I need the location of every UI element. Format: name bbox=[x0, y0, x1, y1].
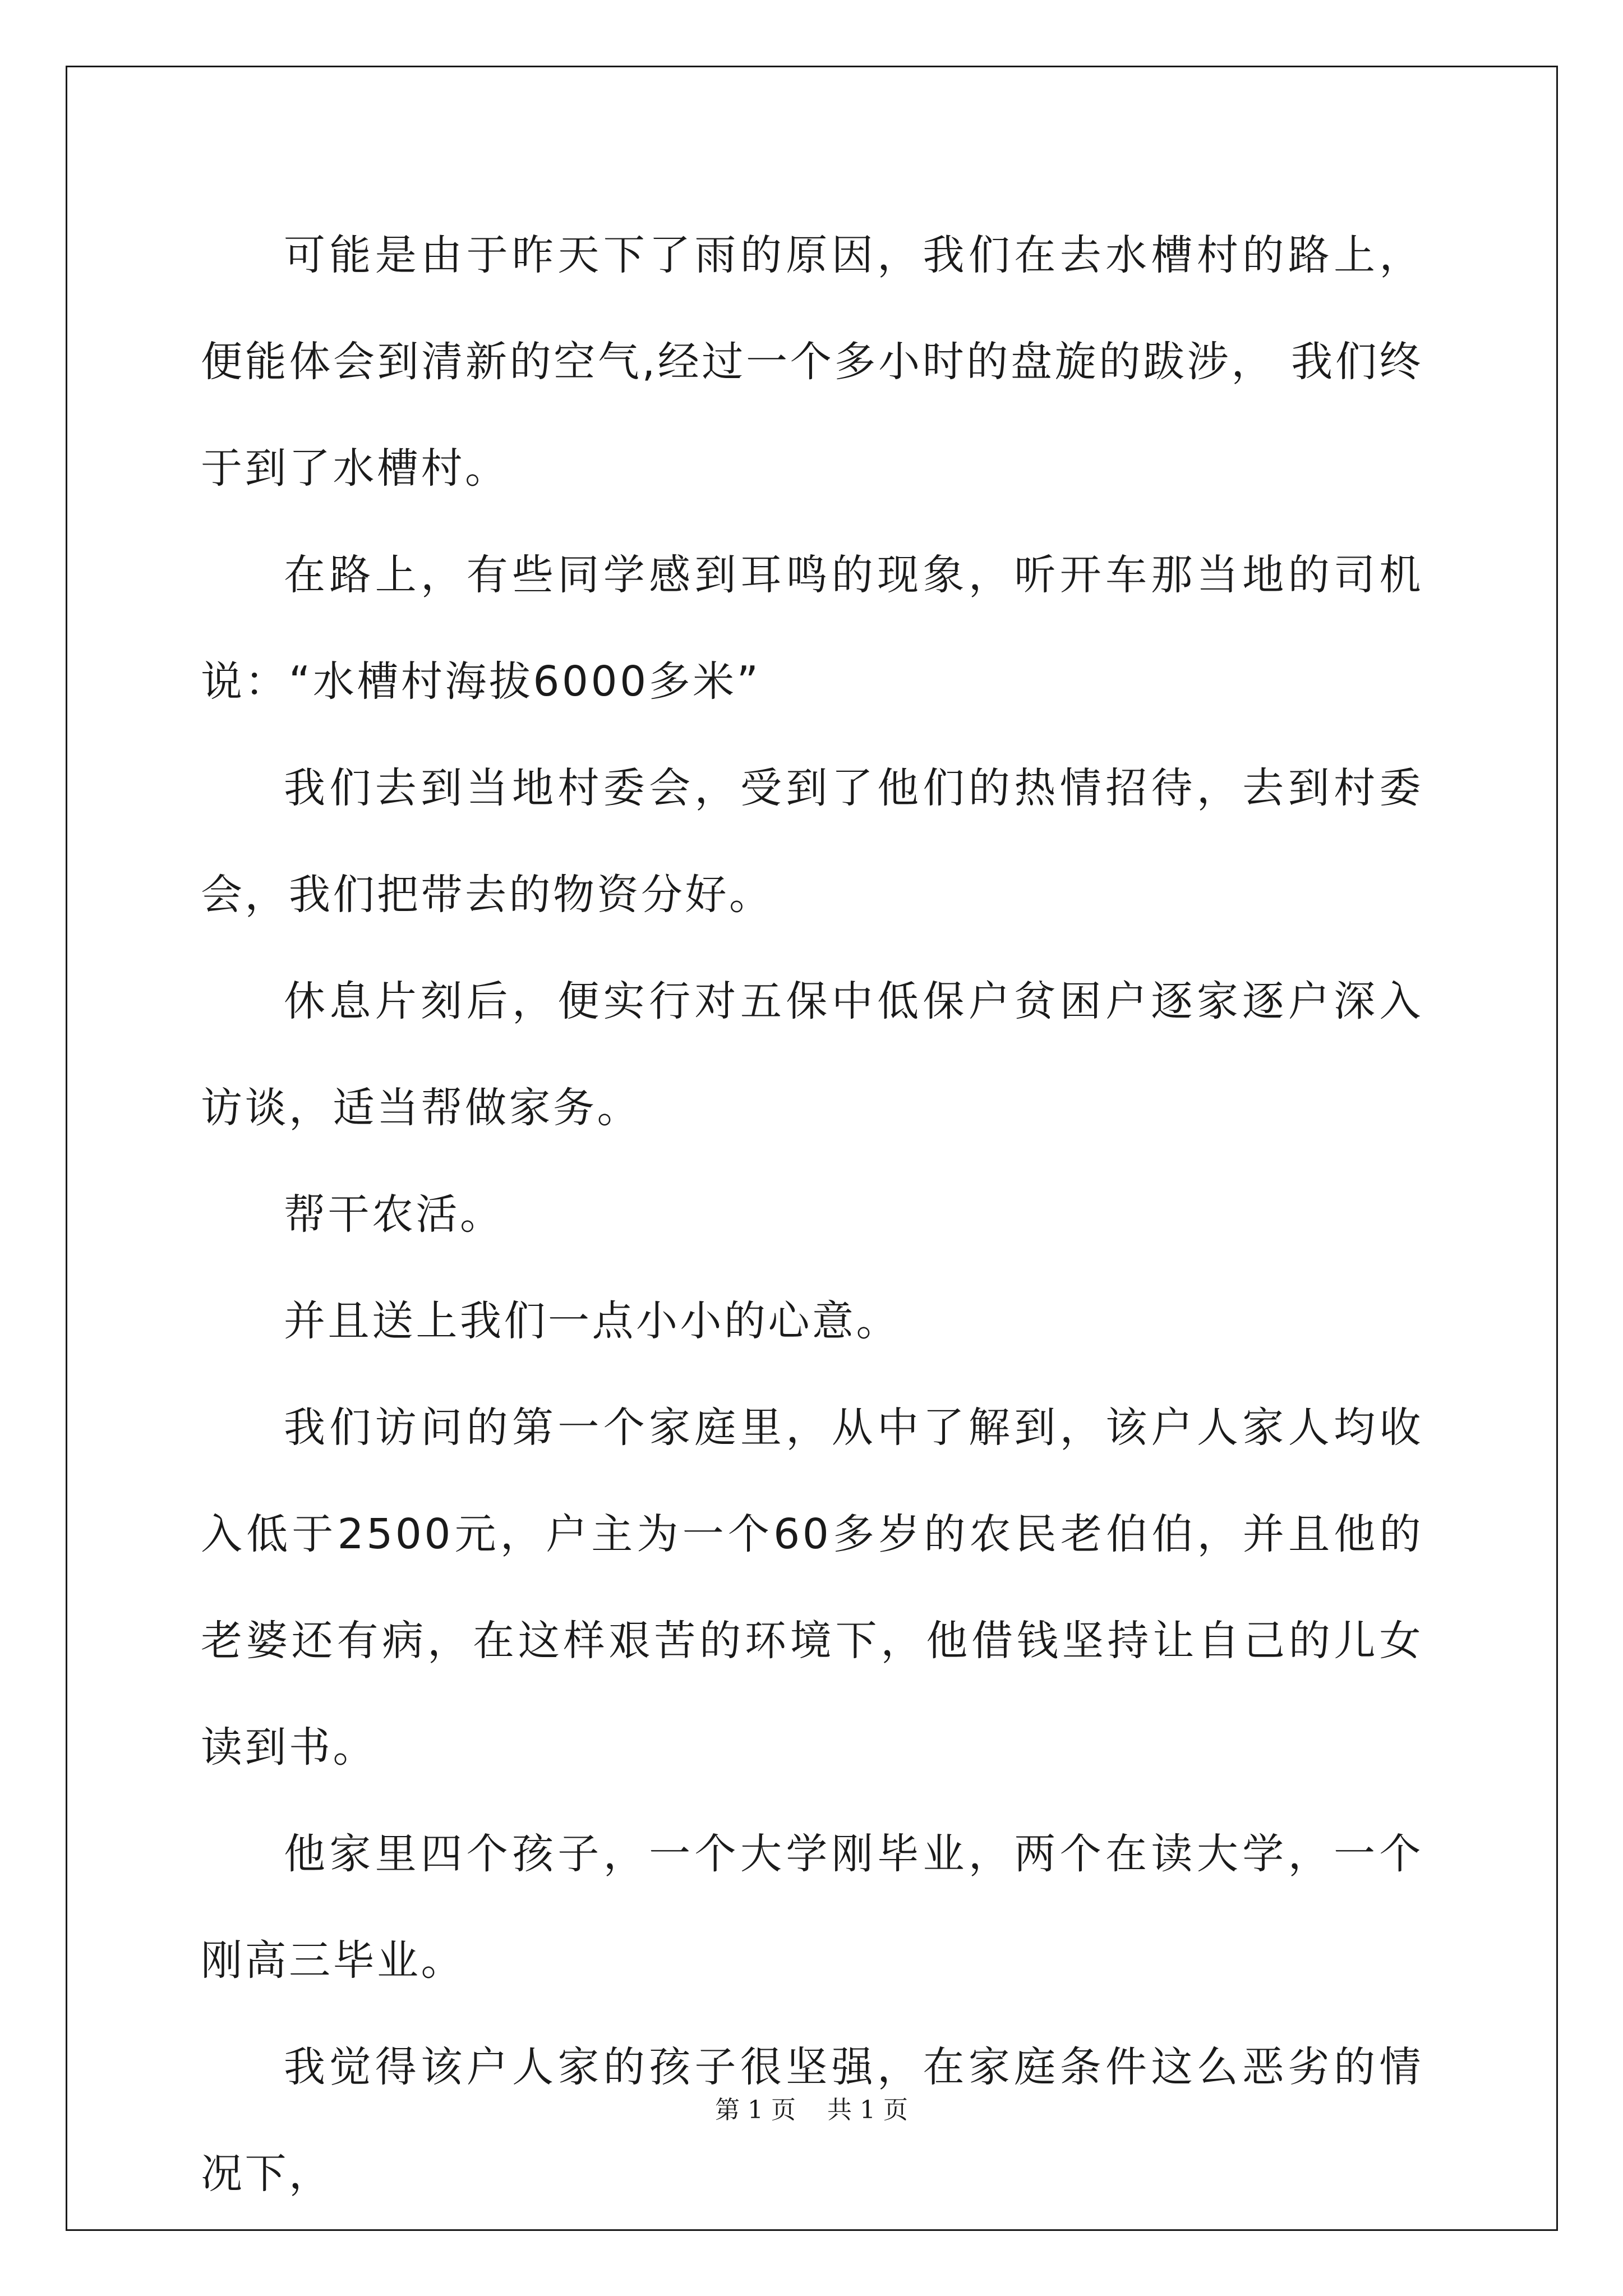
paragraph-7: 我们访问的第一个家庭里，从中了解到，该户人家人均收入低于2500元，户主为一个60多岁的农民老伯伯，并且他的老婆还有病，在这样艰苦的环境下，他借钱坚持让自己的儿女读到书。 bbox=[201, 1404, 1423, 1772]
paragraph-3: 我们去到当地村委会，受到了他们的热情招待，去到村委会，我们把带去的物资分好。 bbox=[201, 764, 1423, 919]
paragraph-4: 休息片刻后，便实行对五保中低保户贫困户逐家逐户深入访谈，适当帮做家务。 bbox=[201, 977, 1423, 1132]
paragraph-9: 我觉得该户人家的孩子很坚强，在家庭条件这么恶劣的情况下， bbox=[201, 2043, 1423, 2198]
paragraph-8: 他家里四个孩子，一个大学刚毕业，两个在读大学，一个刚高三毕业。 bbox=[201, 1830, 1423, 1985]
document-body bbox=[201, 202, 1423, 2227]
paragraph-1: 可能是由于昨天下了雨的原因，我们在去水槽村的路上，便能体会到清新的空气,经过一个多小时的盘旋的跋涉， 我们终于到了水槽村。 bbox=[201, 231, 1423, 493]
paragraph-2: 在路上，有些同学感到耳鸣的现象，听开车那当地的司机说：“水槽村海拔6000多米” bbox=[201, 551, 1423, 706]
page-number: 第 1 页 bbox=[715, 2096, 796, 2124]
paragraph-5: 帮干农活。 bbox=[284, 1190, 504, 1239]
page-footer bbox=[0, 2090, 1623, 2125]
page-total: 共 1 页 bbox=[827, 2096, 908, 2124]
paragraph-6: 并且送上我们一点小小的心意。 bbox=[284, 1297, 900, 1345]
